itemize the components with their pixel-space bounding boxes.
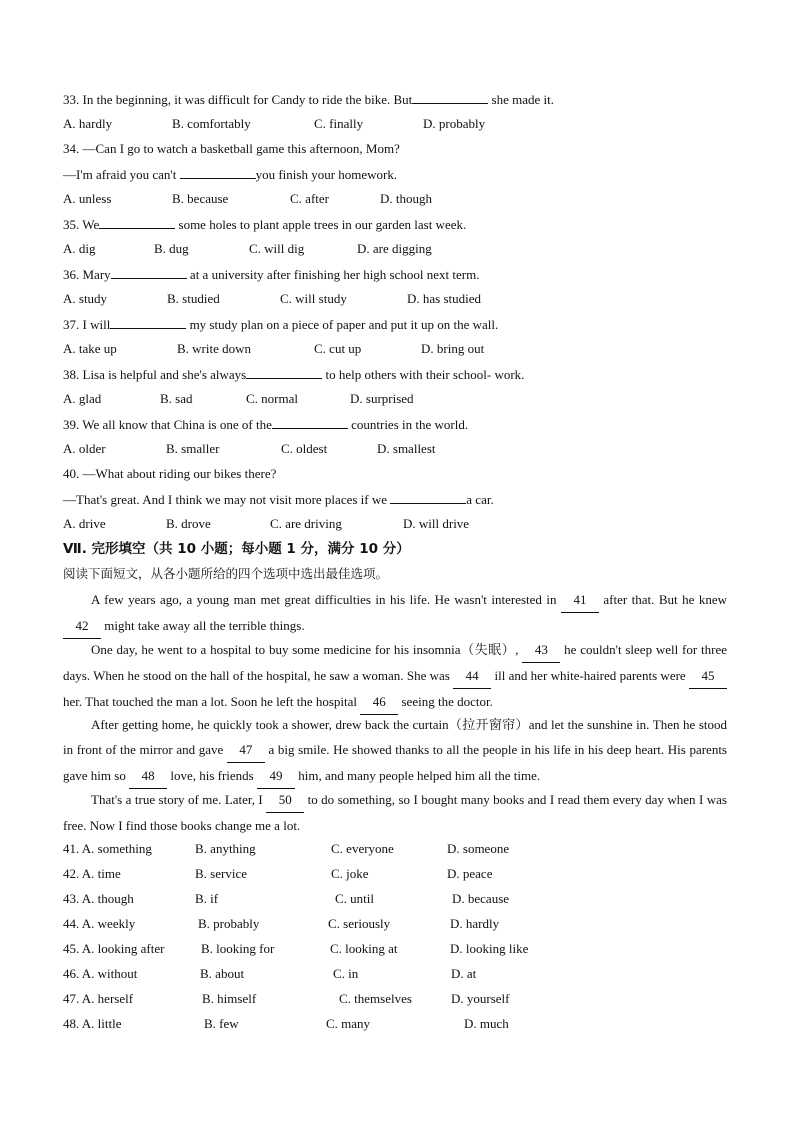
cloze-blank-45: 45: [689, 663, 727, 689]
section-instruction: 阅读下面短文，从各小题所给的四个选项中选出最佳选项。: [63, 566, 389, 581]
q34-stem: [63, 165, 734, 184]
q36-stem: [63, 265, 734, 284]
passage-text: her. That touched the man a lot. Soon he left the hospital: [63, 694, 361, 709]
passage-text: That's a true story of me. Later, I: [91, 792, 267, 807]
q40-option-b: B. drove: [166, 516, 211, 531]
q40-stem: [63, 490, 734, 509]
q35-stem-a: 35. We: [63, 217, 100, 232]
q40-option-d: D. will drive: [403, 516, 470, 531]
choice-b: B. service: [195, 866, 247, 881]
choice-d: D. much: [464, 1016, 509, 1031]
q36-blank: [111, 265, 187, 279]
q40-option-a: A. drive: [63, 516, 106, 531]
q37-stem-a: 37. I will: [63, 317, 111, 332]
choice-a: 44. A. weekly: [63, 916, 136, 931]
passage-text: love, his friends: [167, 768, 257, 783]
cloze-blank-43: 43: [522, 637, 560, 663]
q40-stem-b: a car.: [466, 492, 494, 507]
q37-stem-b: my study plan on a piece of paper and put it up on the wall.: [186, 317, 499, 332]
q38-option-a: A. glad: [63, 391, 102, 406]
q33-option-b: B. comfortably: [172, 116, 251, 131]
choice-b: B. about: [200, 966, 245, 981]
choice-d: D. at: [451, 966, 477, 981]
q36-option-a: A. study: [63, 291, 108, 306]
q33-option-d: D. probably: [423, 116, 486, 131]
choice-b: B. anything: [195, 841, 256, 856]
q39-option-b: B. smaller: [166, 441, 220, 456]
passage-paragraph-4: [63, 787, 727, 838]
q35-stem-b: some holes to plant apple trees in our garden last week.: [175, 217, 467, 232]
choice-c: C. joke: [331, 866, 369, 881]
choice-d: D. looking like: [450, 941, 529, 956]
q35-option-c: C. will dig: [249, 241, 305, 256]
q34-line1: 34. —Can I go to watch a basketball game this afternoon, Mom?: [63, 141, 400, 156]
choice-a: 46. A. without: [63, 966, 138, 981]
q37-option-d: D. bring out: [421, 341, 485, 356]
choice-c: C. until: [335, 891, 375, 906]
cloze-blank-50: 50: [266, 787, 304, 813]
choice-d: D. yourself: [451, 991, 510, 1006]
cloze-blank-41: 41: [561, 587, 599, 613]
q33-stem-b: she made it.: [488, 92, 554, 107]
q34-option-c: C. after: [290, 191, 329, 206]
q38-option-d: D. surprised: [350, 391, 414, 406]
q38-blank: [246, 365, 322, 379]
q34-stem-a: —I'm afraid you can't: [63, 167, 180, 182]
q35-option-a: A. dig: [63, 241, 96, 256]
passage-text: seeing the doctor.: [398, 694, 493, 709]
q35-option-d: D. are digging: [357, 241, 432, 256]
cloze-blank-44: 44: [453, 663, 491, 689]
choice-b: B. himself: [202, 991, 257, 1006]
choice-b: B. probably: [198, 916, 260, 931]
cloze-blank-46: 46: [360, 689, 398, 715]
q33-stem: [63, 90, 734, 109]
q39-stem-b: countries in the world.: [347, 417, 469, 432]
q33-blank: [412, 90, 488, 104]
choice-d: D. someone: [447, 841, 510, 856]
choice-a: 47. A. herself: [63, 991, 134, 1006]
section-title: Ⅶ. 完形填空（共 10 小题；每小题 1 分，满分 10 分）: [63, 541, 410, 557]
q35-stem: [63, 215, 734, 234]
choice-a: 43. A. though: [63, 891, 134, 906]
choice-b: B. if: [195, 891, 219, 906]
choice-b: B. looking for: [201, 941, 275, 956]
cloze-blank-48: 48: [129, 763, 167, 789]
q38-stem-a: 38. Lisa is helpful and she's always: [63, 367, 247, 382]
q39-option-c: C. oldest: [281, 441, 328, 456]
q36-option-c: C. will study: [280, 291, 347, 306]
q33-option-c: C. finally: [314, 116, 364, 131]
q38-option-b: B. sad: [160, 391, 193, 406]
passage-text: ill and her white-haired parents were: [491, 668, 689, 683]
choice-a: 41. A. something: [63, 841, 152, 856]
cloze-blank-47: 47: [227, 737, 265, 763]
q40-blank: [390, 490, 466, 504]
choice-b: B. few: [204, 1016, 239, 1031]
q37-option-a: A. take up: [63, 341, 117, 356]
q40-line1: 40. —What about riding our bikes there?: [63, 466, 277, 481]
choice-d: D. hardly: [450, 916, 500, 931]
q34-stem-b: you finish your homework.: [255, 167, 398, 182]
choice-a: 45. A. looking after: [63, 941, 165, 956]
q39-stem-a: 39. We all know that China is one of the: [63, 417, 272, 432]
q36-option-d: D. has studied: [407, 291, 482, 306]
choice-a: 42. A. time: [63, 866, 121, 881]
cloze-blank-49: 49: [257, 763, 295, 789]
q36-stem-b: at a university after finishing her high school next term.: [186, 267, 480, 282]
passage-paragraph-1: [63, 587, 727, 639]
choice-c: C. everyone: [331, 841, 394, 856]
q34-option-a: A. unless: [63, 191, 112, 206]
q39-option-a: A. older: [63, 441, 106, 456]
q39-stem: [63, 415, 734, 434]
q38-stem: [63, 365, 734, 384]
passage-text: to do something, so I bought many books and I read them every day when I was free. Now I find those books change me a lot.: [63, 792, 727, 833]
q40-stem-a: —That's great. And I think we may not visit more places if we: [63, 492, 391, 507]
q37-option-b: B. write down: [177, 341, 252, 356]
q39-blank: [272, 415, 348, 429]
q37-option-c: C. cut up: [314, 341, 362, 356]
q37-stem: [63, 315, 734, 334]
passage-text: he couldn't sleep well for three days. When he stood on the hall of the hospital, he saw a woman. She was: [63, 642, 727, 683]
choice-c: C. in: [333, 966, 359, 981]
cloze-blank-42: 42: [63, 613, 101, 639]
q39-option-d: D. smallest: [377, 441, 436, 456]
choice-d: D. because: [452, 891, 510, 906]
q38-option-c: C. normal: [246, 391, 298, 406]
q38-stem-b: to help others with their school- work.: [322, 367, 525, 382]
q40-option-c: C. are driving: [270, 516, 342, 531]
choice-d: D. peace: [447, 866, 493, 881]
passage-paragraph-3: [63, 712, 727, 789]
q34-option-b: B. because: [172, 191, 229, 206]
choice-c: C. seriously: [328, 916, 391, 931]
passage-text: a big smile. He showed thanks to all the people in his life in his deep heart. His parents gave him so: [63, 742, 727, 783]
passage-text: After getting home, he quickly took a shower, drew back the curtain（拉开窗帘）and let the sunshine in. Then he stood in front of the mirror and gave: [63, 717, 727, 757]
choice-c: C. themselves: [339, 991, 412, 1006]
passage-text: after that. But he knew: [598, 592, 727, 607]
choice-a: 48. A. little: [63, 1016, 122, 1031]
passage-text: One day, he went to a hospital to buy some medicine for his insomnia（失眠）,: [91, 642, 523, 657]
passage-text: him, and many people helped him all the time.: [294, 768, 541, 783]
q33-option-a: A. hardly: [63, 116, 113, 131]
q36-stem-a: 36. Mary: [63, 267, 111, 282]
choice-c: C. many: [326, 1016, 371, 1031]
passage-text: might take away all the terrible things.: [101, 618, 305, 633]
choice-c: C. looking at: [330, 941, 398, 956]
q34-blank: [180, 165, 256, 179]
passage-paragraph-2: [63, 637, 727, 715]
q33-stem-a: 33. In the beginning, it was difficult for Candy to ride the bike. But: [63, 92, 413, 107]
passage-text: A few years ago, a young man met great difficulties in his life. He wasn't interested in: [91, 592, 561, 607]
q36-option-b: B. studied: [167, 291, 220, 306]
q35-blank: [99, 215, 175, 229]
q37-blank: [110, 315, 186, 329]
q35-option-b: B. dug: [154, 241, 189, 256]
q34-option-d: D. though: [380, 191, 432, 206]
